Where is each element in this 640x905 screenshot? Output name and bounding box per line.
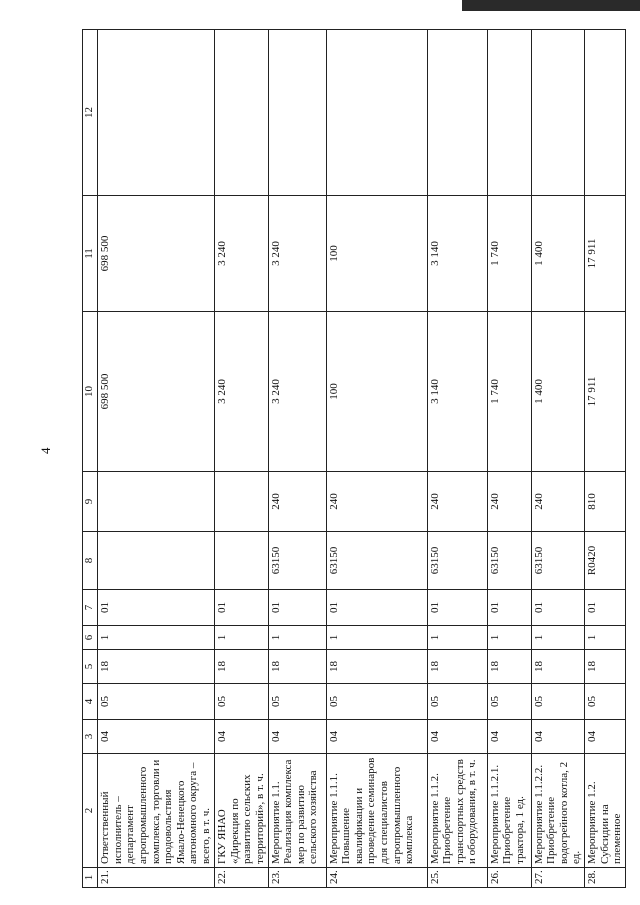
code-cell: 04 (487, 720, 531, 754)
amount-cell: 100 (326, 196, 427, 312)
code-cell: 1 (326, 626, 427, 650)
code-cell: 01 (487, 590, 531, 626)
amount-cell: 17 911 (585, 312, 626, 472)
code-cell: 63150 (427, 532, 487, 590)
table-row (98, 30, 215, 888)
code-cell (215, 472, 269, 532)
row-number: 28. (585, 868, 626, 888)
amount-cell: 1 400 (531, 312, 585, 472)
code-cell: 04 (427, 720, 487, 754)
row-name: Мероприятие 1.1.2. Приобретение транспортных средств и оборудования, в т. ч. (427, 754, 487, 868)
table-row (268, 30, 326, 888)
code-cell: 240 (487, 472, 531, 532)
code-cell: 18 (98, 650, 215, 684)
code-cell: 63150 (531, 532, 585, 590)
col-header: 2 (83, 754, 98, 868)
code-cell: 01 (531, 590, 585, 626)
code-cell: 04 (215, 720, 269, 754)
row-name: Мероприятие 1.1.2.1. Приобретение трактора, 1 ед. (487, 754, 531, 868)
code-cell: 1 (98, 626, 215, 650)
code-cell: 04 (326, 720, 427, 754)
code-cell: 05 (215, 684, 269, 720)
row-name: Ответственный исполнитель – департамент агропромышленного комплекса, торговли и продовольствия Ямало-Ненецкого автономного округа – всего, в т. ч. (98, 754, 215, 868)
amount-cell (326, 30, 427, 196)
amount-cell: 3 240 (215, 196, 269, 312)
code-cell: 05 (98, 684, 215, 720)
row-number: 24. (326, 868, 427, 888)
amount-cell: 698 500 (98, 196, 215, 312)
header-row (83, 30, 98, 888)
row-number: 25. (427, 868, 487, 888)
amount-cell (487, 30, 531, 196)
code-cell: 1 (487, 626, 531, 650)
amount-cell: 698 500 (98, 312, 215, 472)
row-name: Мероприятие 1.1.2.2. Приобретение водогрейного котла, 2 ед. (531, 754, 585, 868)
col-header: 7 (83, 590, 98, 626)
page-number: 4 (38, 447, 53, 454)
code-cell: 04 (531, 720, 585, 754)
code-cell: 01 (215, 590, 269, 626)
code-cell: 05 (531, 684, 585, 720)
amount-cell: 3 140 (427, 312, 487, 472)
code-cell: 18 (585, 650, 626, 684)
code-cell: 01 (585, 590, 626, 626)
row-number: 22. (215, 868, 269, 888)
code-cell: 05 (487, 684, 531, 720)
amount-cell: 3 240 (215, 312, 269, 472)
col-header: 11 (83, 196, 98, 312)
code-cell: 240 (531, 472, 585, 532)
code-cell: R0420 (585, 532, 626, 590)
code-cell: 05 (326, 684, 427, 720)
col-header: 3 (83, 720, 98, 754)
col-header: 4 (83, 684, 98, 720)
code-cell: 63150 (487, 532, 531, 590)
amount-cell: 3 240 (268, 196, 326, 312)
table-row (427, 30, 487, 888)
amount-cell: 1 740 (487, 312, 531, 472)
amount-cell (215, 30, 269, 196)
code-cell: 1 (268, 626, 326, 650)
code-cell: 05 (427, 684, 487, 720)
table-row (585, 30, 626, 888)
code-cell: 1 (585, 626, 626, 650)
code-cell: 18 (215, 650, 269, 684)
code-cell: 01 (268, 590, 326, 626)
col-header: 12 (83, 30, 98, 196)
table-row (531, 30, 585, 888)
row-number: 23. (268, 868, 326, 888)
amount-cell (98, 30, 215, 196)
code-cell: 04 (98, 720, 215, 754)
code-cell: 05 (585, 684, 626, 720)
amount-cell: 1 740 (487, 196, 531, 312)
code-cell: 240 (427, 472, 487, 532)
code-cell (215, 532, 269, 590)
code-cell: 63150 (326, 532, 427, 590)
rotated-page (82, 30, 624, 888)
amount-cell (585, 30, 626, 196)
amount-cell: 100 (326, 312, 427, 472)
row-number: 21. (98, 868, 215, 888)
row-number: 26. (487, 868, 531, 888)
amount-cell: 3 240 (268, 312, 326, 472)
code-cell: 01 (427, 590, 487, 626)
row-number: 27. (531, 868, 585, 888)
col-header: 6 (83, 626, 98, 650)
col-header: 1 (83, 868, 98, 888)
amount-cell: 1 400 (531, 196, 585, 312)
table-row (326, 30, 427, 888)
row-name: Мероприятие 1.2. Субсидии на племенное (585, 754, 626, 868)
code-cell: 1 (427, 626, 487, 650)
code-cell: 810 (585, 472, 626, 532)
code-cell: 240 (268, 472, 326, 532)
code-cell: 01 (326, 590, 427, 626)
code-cell: 18 (487, 650, 531, 684)
row-name: Мероприятие 1.1. Реализация комплекса мер по развитию сельского хозяйства (268, 754, 326, 868)
amount-cell (531, 30, 585, 196)
table-row (487, 30, 531, 888)
code-cell: 05 (268, 684, 326, 720)
code-cell: 1 (215, 626, 269, 650)
code-cell: 1 (531, 626, 585, 650)
amount-cell: 3 140 (427, 196, 487, 312)
amount-cell (268, 30, 326, 196)
code-cell: 18 (268, 650, 326, 684)
row-name: Мероприятие 1.1.1. Повышение квалификации и проведение семинаров для специалистов агропромышленного комплекса (326, 754, 427, 868)
amount-cell (427, 30, 487, 196)
amount-cell: 17 911 (585, 196, 626, 312)
code-cell: 04 (585, 720, 626, 754)
col-header: 5 (83, 650, 98, 684)
code-cell: 04 (268, 720, 326, 754)
code-cell (98, 532, 215, 590)
code-cell: 18 (326, 650, 427, 684)
code-cell: 63150 (268, 532, 326, 590)
code-cell: 240 (326, 472, 427, 532)
table-row (215, 30, 269, 888)
col-header: 8 (83, 532, 98, 590)
code-cell (98, 472, 215, 532)
col-header: 9 (83, 472, 98, 532)
col-header: 10 (83, 312, 98, 472)
code-cell: 18 (427, 650, 487, 684)
code-cell: 18 (531, 650, 585, 684)
scan-edge-bar (462, 0, 640, 11)
code-cell: 01 (98, 590, 215, 626)
row-name: ГКУ ЯНАО «Дирекция по развитию сельских территорий», в т. ч. (215, 754, 269, 868)
budget-table (82, 29, 626, 888)
